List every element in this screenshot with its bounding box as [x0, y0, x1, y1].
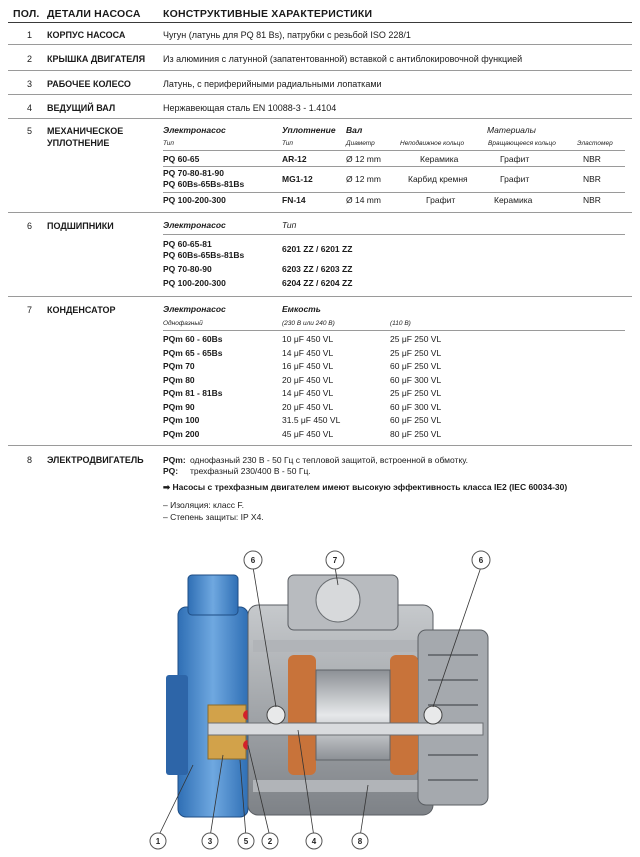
capacitor-row-c230: 16 μF 450 VL [282, 361, 334, 371]
capacitor-row-c110: 60 μF 300 VL [390, 374, 442, 385]
capacitor-row-pump: PQm 81 - 81Bs [163, 388, 223, 398]
table-header [0, 0, 640, 22]
svg-text:8: 8 [357, 837, 363, 846]
header-pos: ПОЛ. [13, 8, 40, 20]
seal-row1-elast: NBR [583, 154, 601, 164]
seal-row2-pump2: PQ 60Bs-65Bs-81Bs [163, 179, 245, 189]
capacitor-housing [288, 575, 398, 630]
bearings-h-type: Тип [282, 220, 297, 230]
svg-text:7: 7 [332, 556, 338, 565]
seal-s-rot: Вращающееся кольцо [488, 140, 556, 147]
callout-3 [202, 833, 218, 849]
bearings-row2-type: 6203 ZZ / 6203 ZZ [282, 264, 353, 274]
header-parts: ДЕТАЛИ НАСОСА [47, 8, 141, 20]
divider [163, 330, 625, 331]
pos-5: 5 [27, 126, 33, 136]
capacitor-row-c230: 14 μF 450 VL [282, 388, 334, 398]
seal-s-type: Тип [163, 140, 174, 147]
callout-8 [352, 833, 368, 849]
seal-row3-fixed: Графит [426, 195, 456, 205]
part-4: ВЕДУЩИЙ ВАЛ [47, 103, 116, 113]
bearings-row1-pump2: PQ 60Bs-65Bs-81Bs [163, 250, 245, 260]
pos-8: 8 [27, 455, 33, 465]
seal-row3-diam: Ø 14 mm [346, 195, 381, 205]
divider [163, 234, 625, 235]
seal-row2-pump: PQ 70-80-81-90 [163, 168, 224, 178]
seal-row1-fixed: Керамика [420, 154, 459, 164]
pump-housing [166, 575, 248, 817]
divider [163, 166, 625, 167]
capacitor-row-c230: 10 μF 450 VL [282, 334, 334, 344]
pos-6: 6 [27, 221, 33, 231]
motor-protection: – Степень защиты: IP X4. [163, 512, 264, 522]
seal-h-materials: Материалы [487, 125, 536, 135]
capacitor-h-cap: Емкость [282, 304, 321, 314]
capacitor-s-phase: Однофазный [163, 320, 203, 327]
motor-l2-text: трехфазный 230/400 В - 50 Гц. [190, 466, 311, 476]
motor-l1-model: PQm: [163, 455, 186, 465]
seal-row2-diam: Ø 12 mm [346, 174, 381, 184]
seal-h-shaft: Вал [346, 125, 363, 135]
capacitor-row-pump: PQm 100 [163, 415, 200, 425]
divider [8, 296, 632, 297]
seal-s-elast: Эластомер [577, 140, 613, 147]
svg-text:5: 5 [243, 837, 249, 846]
seal-row3-seal: FN-14 [282, 195, 306, 205]
capacitor-row-c110: 60 μF 300 VL [390, 401, 442, 412]
seal-row3-elast: NBR [583, 195, 601, 205]
bearings-row1-pump: PQ 60-65-81 [163, 239, 212, 249]
capacitor-row-c110: 80 μF 250 VL [390, 428, 442, 439]
seal-h-seal: Уплотнение [282, 125, 336, 135]
seal-row2-rot: Графит [500, 174, 530, 184]
bearing [267, 706, 285, 724]
seal-row3-pump: PQ 100-200-300 [163, 195, 226, 205]
seal-row1-diam: Ø 12 mm [346, 154, 381, 164]
callout-4 [306, 833, 322, 849]
part-6: ПОДШИПНИКИ [47, 221, 114, 231]
motor-insulation: – Изоляция: класс F. [163, 500, 245, 510]
pos-4: 4 [27, 103, 33, 113]
seal-row1-rot: Графит [500, 154, 530, 164]
seal-row2-fixed: Карбид кремня [408, 174, 468, 184]
capacitor-row-pump: PQm 60 - 60Bs [163, 334, 223, 344]
seal-row1-seal: AR-12 [282, 154, 307, 164]
seal-row1-pump: PQ 60-65 [163, 154, 200, 164]
bearings-row1-type: 6201 ZZ / 6201 ZZ [282, 244, 353, 254]
header-divider [8, 22, 632, 23]
seal-subheader-divider [163, 150, 625, 151]
bearings-row3-type: 6204 ZZ / 6204 ZZ [282, 278, 353, 288]
divider [8, 94, 632, 95]
motor-efficiency-note: ➡ Насосы с трехфазным двигателем имеют высокую эффективность класса IE2 (IEC 60034-30) [163, 482, 568, 492]
divider [8, 445, 632, 446]
svg-text:2: 2 [267, 837, 273, 846]
capacitor-s-110: (110 В) [390, 320, 411, 327]
capacitor-row-pump: PQm 65 - 65Bs [163, 347, 223, 358]
part-7: КОНДЕНСАТОР [47, 305, 116, 315]
pos-7: 7 [27, 305, 33, 315]
capacitor-row-pump: PQm 80 [163, 374, 195, 385]
svg-text:1: 1 [155, 837, 161, 846]
capacitor-row-pump: PQm 200 [163, 428, 200, 439]
header-characteristics: КОНСТРУКТИВНЫЕ ХАРАКТЕРИСТИКИ [163, 8, 373, 20]
callout-6-right [472, 551, 490, 569]
part-5-line1: МЕХАНИЧЕСКОЕ [47, 126, 124, 136]
capacitor-row-c110: 60 μF 250 VL [390, 361, 442, 371]
callout-1 [150, 833, 166, 849]
part-3: РАБОЧЕЕ КОЛЕСО [47, 79, 131, 89]
capacitor-row-c230: 20 μF 450 VL [282, 374, 334, 385]
divider [8, 44, 632, 45]
part-1: КОРПУС НАСОСА [47, 30, 126, 40]
bearings-row3-pump: PQ 100-200-300 [163, 278, 226, 288]
divider [8, 212, 632, 213]
capacitor-row-c110: 25 μF 250 VL [390, 334, 442, 344]
seal-row2-elast: NBR [583, 174, 601, 184]
callout-6-left [244, 551, 262, 569]
capacitor-row-pump: PQm 70 [163, 361, 195, 371]
capacitor-row-c110: 60 μF 250 VL [390, 415, 442, 425]
pos-3: 3 [27, 79, 33, 89]
motor-l2-model: PQ: [163, 466, 179, 476]
capacitor-row-c110: 25 μF 250 VL [390, 347, 442, 358]
divider [8, 118, 632, 119]
seal-h-pump: Электронасос [163, 125, 226, 135]
bearings-h-pump: Электронасос [163, 220, 226, 230]
desc-4: Нержавеющая сталь EN 10088-3 - 1.4104 [163, 103, 337, 113]
capacitor-row-c230: 20 μF 450 VL [282, 401, 334, 412]
part-2: КРЫШКА ДВИГАТЕЛЯ [47, 54, 146, 64]
svg-text:6: 6 [250, 556, 256, 565]
capacitor-h-pump: Электронасос [163, 304, 226, 314]
motor-l1-text: однофазный 230 В - 50 Гц с тепловой защитой, встроенной в обмотку. [190, 455, 469, 465]
part-8: ЭЛЕКТРОДВИГАТЕЛЬ [47, 455, 144, 465]
desc-2: Из алюминия с латунной (запатентованной) вставкой с антиблокировочной функцией [163, 54, 523, 64]
capacitor-row-c230: 31.5 μF 450 VL [282, 415, 341, 425]
desc-3: Латунь, с периферийными радиальными лопатками [163, 79, 382, 89]
capacitor-row-c230: 45 μF 450 VL [282, 428, 334, 439]
svg-text:4: 4 [311, 837, 317, 846]
callout-7 [326, 551, 344, 569]
svg-text:6: 6 [478, 556, 484, 565]
divider [163, 192, 625, 193]
seal-s-fixed: Неподвижное кольцо [400, 140, 465, 147]
desc-1: Чугун (латунь для PQ 81 Bs), патрубки с резьбой ISO 228/1 [163, 30, 411, 40]
seal-s-type2: Тип [282, 140, 293, 147]
stator-coil [390, 655, 418, 775]
capacitor-row-c230: 14 μF 450 VL [282, 347, 334, 358]
rotor [316, 670, 390, 760]
callout-2 [262, 833, 278, 849]
capacitor-s-230: (230 В или 240 В) [282, 320, 335, 327]
pos-2: 2 [27, 54, 33, 64]
callout-5 [238, 833, 254, 849]
pump-cutaway-diagram [148, 545, 493, 850]
seal-row2-seal: MG1-12 [282, 174, 313, 184]
drive-shaft [208, 723, 483, 735]
bearings-row2-pump: PQ 70-80-90 [163, 264, 212, 274]
capacitor-row-pump: PQm 90 [163, 401, 195, 412]
divider [8, 70, 632, 71]
bearing [424, 706, 442, 724]
seal-row3-rot: Керамика [494, 195, 533, 205]
seal-s-diam: Диаметр [346, 140, 375, 147]
pos-1: 1 [27, 30, 33, 40]
part-5-line2: УПЛОТНЕНИЕ [47, 138, 110, 148]
svg-text:3: 3 [207, 837, 213, 846]
capacitor-row-c110: 25 μF 250 VL [390, 388, 442, 398]
